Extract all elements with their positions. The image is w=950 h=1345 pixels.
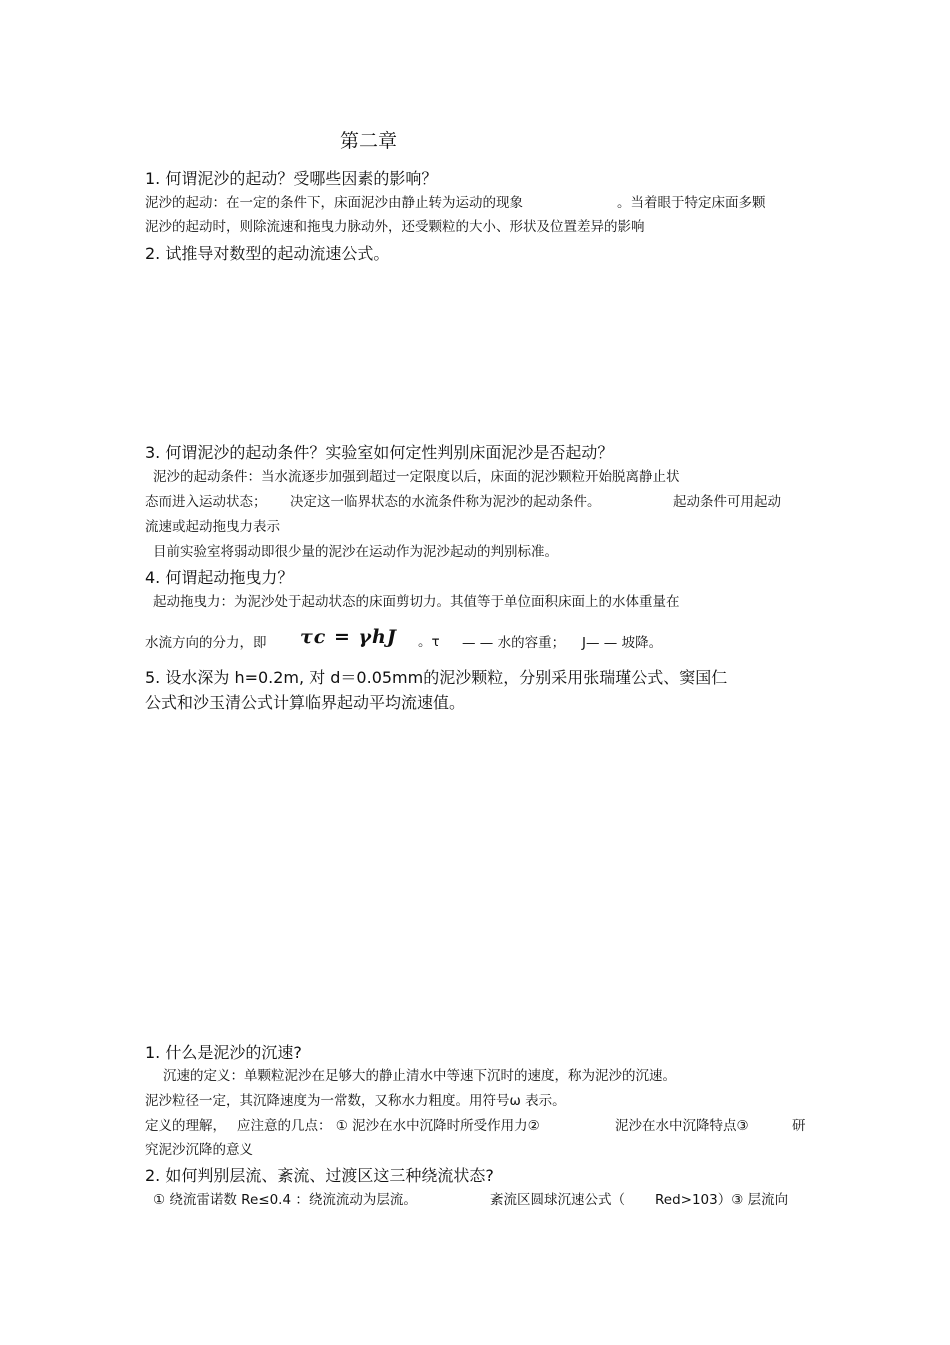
- section-2-answer-1-line-3d: 研: [792, 1118, 806, 1134]
- section-2-answer-1-line-4: 究泥沙沉降的意义: [145, 1142, 253, 1158]
- answer-3-line-4: 目前实验室将弱动即很少量的泥沙在运动作为泥沙起动的判别标准。: [153, 544, 558, 560]
- section-2-answer-2-line-1c: Red>103）③ 层流向: [655, 1192, 789, 1208]
- answer-3-line-3: 流速或起动拖曳力表示: [145, 519, 280, 535]
- answer-3-line-2b: 决定这一临界状态的水流条件称为泥沙的起动条件。: [290, 494, 601, 510]
- answer-4-line-1: 起动拖曳力：为泥沙处于起动状态的床面剪切力。其值等于单位面积床面上的水体重量在: [153, 594, 680, 610]
- answer-1-line-1-end: 。当着眼于特定床面多颗: [617, 195, 766, 211]
- section-2-answer-2-line-1b: 紊流区圆球沉速公式（: [490, 1192, 625, 1208]
- section-2-answer-1-line-1: 沉速的定义：单颗粒泥沙在足够大的静止清水中等速下沉时的速度，称为泥沙的沉速。: [163, 1068, 676, 1084]
- answer-3-line-1: 泥沙的起动条件：当水流逐步加强到超过一定限度以后，床面的泥沙颗粒开始脱离静止状: [153, 469, 680, 485]
- formula-shear-stress: τc = γhJ: [300, 626, 397, 648]
- answer-4-line-2b: 。τ: [418, 634, 440, 650]
- answer-4-line-2d: J— — 坡降。: [582, 635, 663, 651]
- question-1: 1. 何谓泥沙的起动？受哪些因素的影响？: [145, 169, 438, 188]
- answer-3-line-2a: 态而进入运动状态；: [145, 494, 267, 510]
- section-2-question-2: 2. 如何判别层流、紊流、过渡区这三种绕流状态?: [145, 1166, 494, 1185]
- answer-4-line-2a: 水流方向的分力，即: [145, 635, 267, 651]
- question-2: 2. 试推导对数型的起动流速公式。: [145, 244, 390, 263]
- chapter-title: 第二章: [340, 130, 398, 152]
- answer-1-line-2: 泥沙的起动时，则除流速和拖曳力脉动外，还受颗粒的大小、形状及位置差异的影响: [145, 219, 645, 235]
- section-2-answer-1-line-2: 泥沙粒径一定，其沉降速度为一常数，又称水力粗度。用符号ω 表示。: [145, 1093, 566, 1109]
- answer-4-line-2c: — — 水的容重；: [462, 635, 566, 651]
- answer-3-line-2c: 起动条件可用起动: [673, 494, 781, 510]
- question-5-line-2: 公式和沙玉清公式计算临界起动平均流速值。: [145, 693, 466, 712]
- question-5-line-1: 5. 设水深为 h=0.2m, 对 d＝0.05mm的泥沙颗粒，分别采用张瑞瑾公式、窦国仁: [145, 668, 728, 687]
- question-3: 3. 何谓泥沙的起动条件？实验室如何定性判别床面泥沙是否起动？: [145, 443, 614, 462]
- section-2-answer-1-line-3b: 应注意的几点： ① 泥沙在水中沉降时所受作用力②: [237, 1118, 540, 1134]
- section-2-answer-1-line-3a: 定义的理解，: [145, 1118, 226, 1134]
- section-2-answer-2-line-1a: ① 绕流雷诺数 Re≤0.4 ：绕流流动为层流。: [153, 1192, 417, 1208]
- section-2-question-1: 1. 什么是泥沙的沉速?: [145, 1043, 302, 1062]
- question-4: 4. 何谓起动拖曳力？: [145, 568, 294, 587]
- answer-1-line-1: 泥沙的起动：在一定的条件下，床面泥沙由静止转为运动的现象: [145, 195, 523, 211]
- section-2-answer-1-line-3c: 泥沙在水中沉降特点③: [615, 1118, 749, 1134]
